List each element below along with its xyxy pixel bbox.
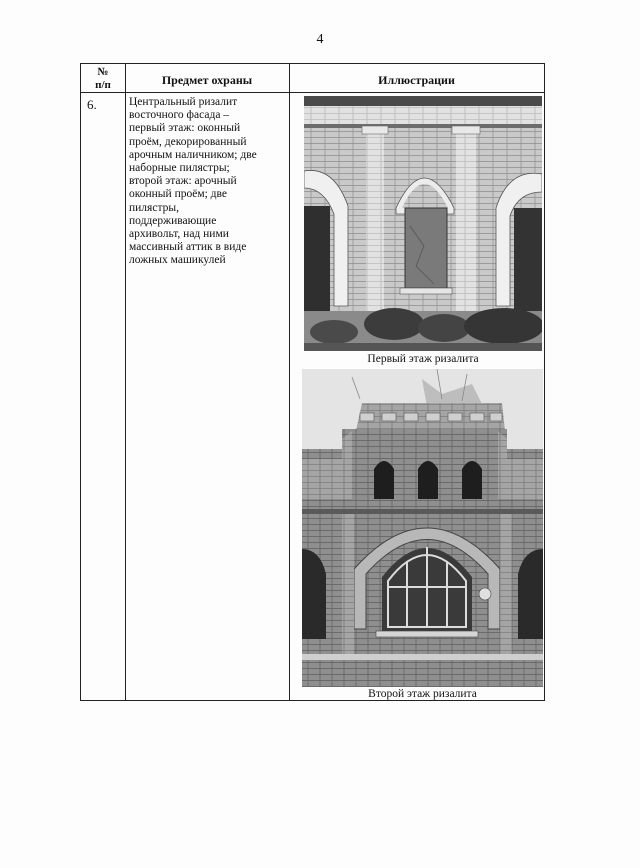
page-number: 4 xyxy=(316,32,324,47)
header-subject: Предмет охраны xyxy=(161,73,253,87)
header-number-abbr: п/п xyxy=(95,79,111,91)
row-number: 6. xyxy=(87,97,97,112)
header-divider xyxy=(81,92,544,93)
header-illustrations: Иллюстрации xyxy=(378,73,455,87)
header-number xyxy=(81,66,125,92)
photo-second-floor xyxy=(302,369,543,687)
column-divider xyxy=(289,64,290,700)
photo-first-floor xyxy=(304,96,542,351)
header-number-sign: № xyxy=(97,66,109,78)
row-description: Центральный ризалит восточного фасада – первый этаж: оконный проём, декорированный арочным наличником; две наборные пилястры; второй этаж: арочный оконный проём; две пилястры, поддерживающие архивольт, над ними массивный аттик в виде ложных машикулей xyxy=(129,96,257,267)
caption-first-floor: Первый этаж ризалита xyxy=(367,353,479,365)
protection-table xyxy=(80,63,545,701)
caption-second-floor: Второй этаж ризалита xyxy=(368,688,477,700)
column-divider xyxy=(125,64,126,700)
